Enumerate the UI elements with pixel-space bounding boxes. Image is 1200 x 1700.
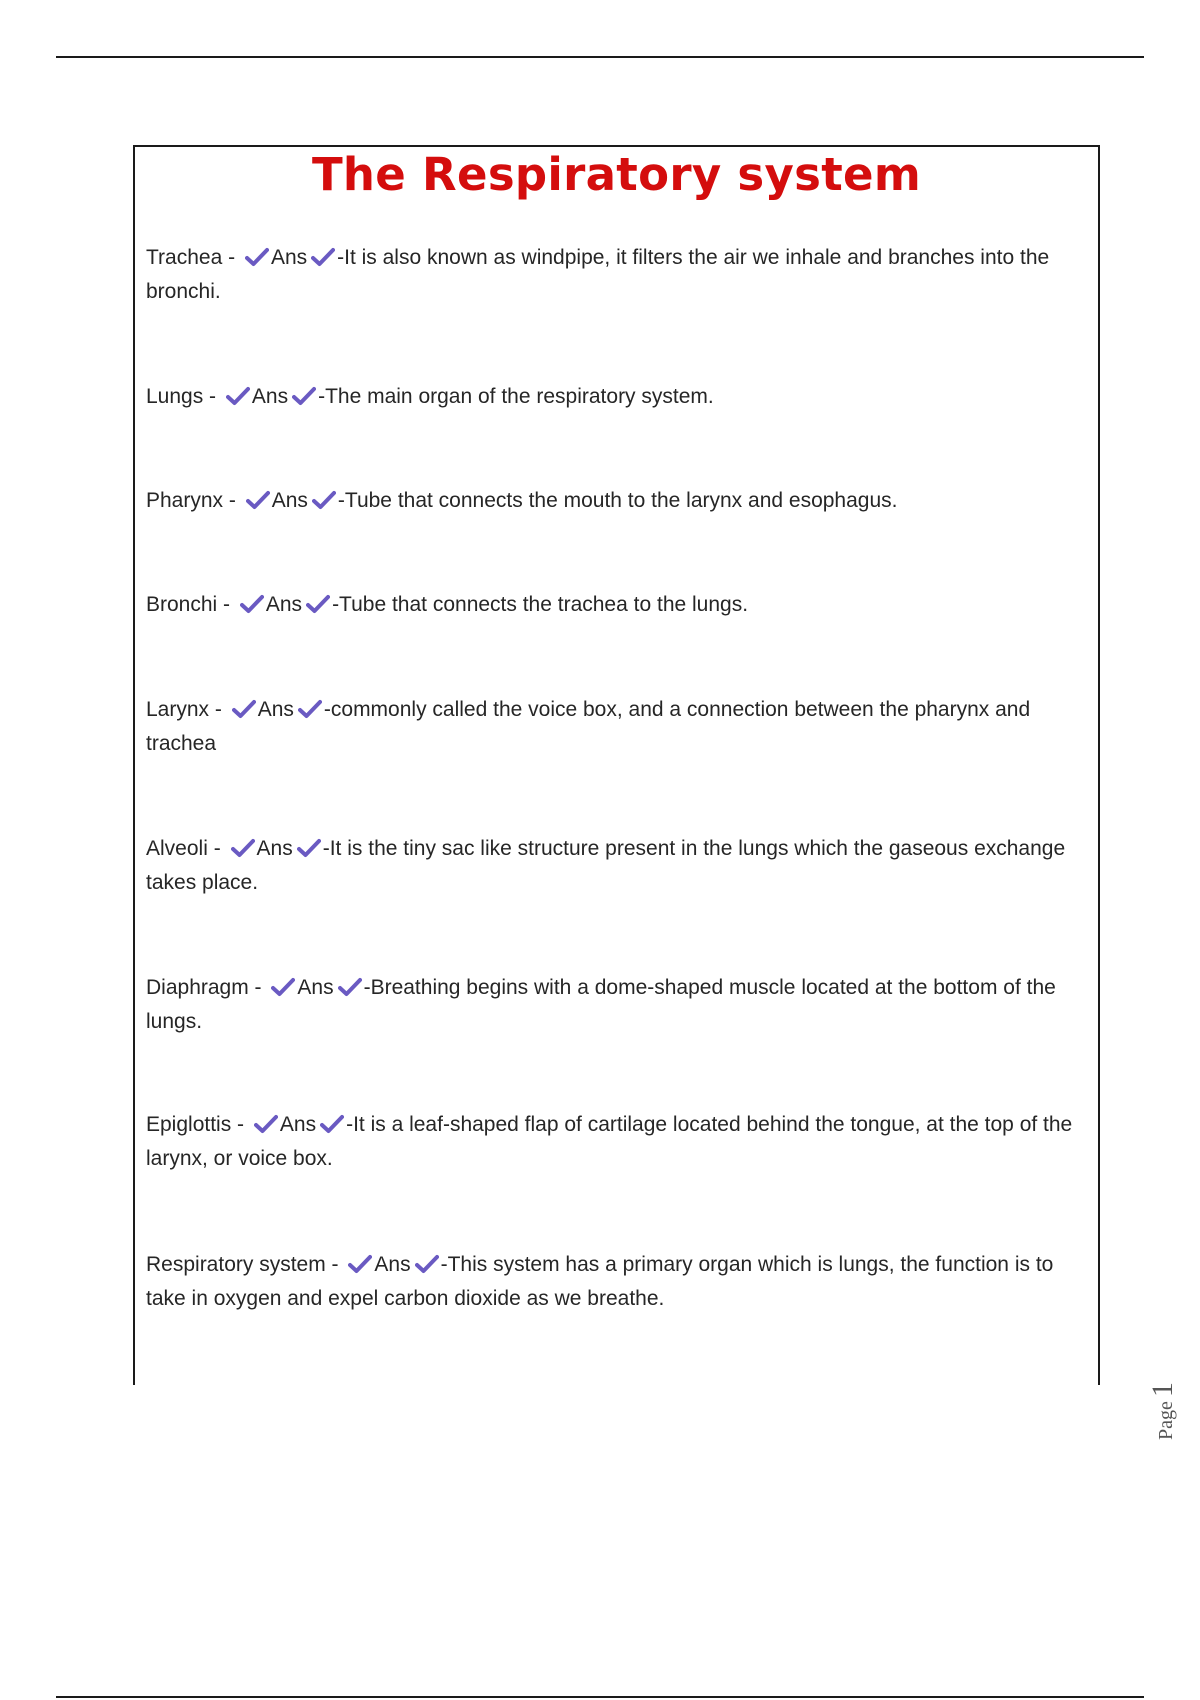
page-title: The Respiratory system <box>311 148 922 201</box>
check-icon <box>246 490 270 510</box>
entry-epiglottis <box>146 1108 1086 1176</box>
answer-label: Ans <box>297 976 334 999</box>
page-number <box>1146 1382 1180 1440</box>
entry-answer: -It is a leaf-shaped flap of cartilage located behind the tongue, at the top of the larynx, or voice box. <box>146 1113 1073 1170</box>
check-icon <box>297 838 321 858</box>
entry-answer: -Tube that connects the mouth to the larynx and esophagus. <box>337 489 898 512</box>
entry-respiratory-system <box>146 1248 1086 1316</box>
check-icon <box>415 1254 439 1274</box>
entry-term: Trachea - <box>146 246 236 269</box>
entry-term: Epiglottis - <box>146 1113 245 1136</box>
entry-alveoli <box>146 832 1086 900</box>
answer-label: Ans <box>279 1113 317 1136</box>
entry-trachea <box>146 241 1086 309</box>
check-icon <box>231 838 255 858</box>
page-number-value: 1 <box>1146 1382 1179 1398</box>
check-icon <box>320 1114 344 1134</box>
check-icon <box>338 977 362 997</box>
answer-label: Ans <box>251 385 289 408</box>
answer-label: Ans <box>256 837 293 860</box>
check-icon <box>306 594 330 614</box>
entry-answer: -This system has a primary organ which is lungs, the function is to take in oxygen and expel carbon dioxide as we breathe. <box>146 1253 1054 1310</box>
check-icon <box>298 699 322 719</box>
footer-rule <box>56 1696 1144 1698</box>
check-icon <box>271 977 295 997</box>
entry-term: Respiratory system - <box>146 1253 339 1276</box>
entry-term: Larynx - <box>146 698 222 721</box>
answer-label: Ans <box>270 246 308 269</box>
check-icon <box>348 1254 372 1274</box>
check-icon <box>312 490 336 510</box>
entry-answer: -It is also known as windpipe, it filters the air we inhale and branches into the bronchi. <box>146 246 1050 303</box>
entry-answer: -The main organ of the respiratory system. <box>318 385 714 408</box>
answer-label: Ans <box>257 698 294 721</box>
check-icon <box>245 247 269 267</box>
entry-larynx <box>146 693 1086 761</box>
entry-lungs <box>146 380 1086 414</box>
entry-term: Bronchi - <box>146 593 231 616</box>
header-rule <box>56 56 1144 58</box>
content-frame <box>133 145 1100 1385</box>
answer-label: Ans <box>271 489 308 512</box>
check-icon <box>292 386 316 406</box>
check-icon <box>226 386 250 406</box>
entry-diaphragm <box>146 971 1086 1039</box>
page-label: Page <box>1155 1401 1177 1440</box>
entry-answer: -commonly called the voice box, and a connection between the pharynx and trachea <box>146 698 1031 755</box>
check-icon <box>232 699 256 719</box>
check-icon <box>311 247 335 267</box>
entry-term: Diaphragm - <box>146 976 262 999</box>
check-icon <box>254 1114 278 1134</box>
entry-pharynx <box>146 484 1086 518</box>
answer-label: Ans <box>265 593 303 616</box>
answer-label: Ans <box>374 1253 411 1276</box>
entry-answer: -It is the tiny sac like structure present in the lungs which the gaseous exchange takes place. <box>146 837 1066 894</box>
entry-term: Pharynx - <box>146 489 236 512</box>
entry-bronchi <box>146 588 1086 622</box>
entry-term: Alveoli - <box>146 837 221 860</box>
entry-term: Lungs - <box>146 385 217 408</box>
entry-answer: -Breathing begins with a dome-shaped muscle located at the bottom of the lungs. <box>146 976 1056 1033</box>
entry-answer: -Tube that connects the trachea to the lungs. <box>332 593 749 616</box>
check-icon <box>240 594 264 614</box>
